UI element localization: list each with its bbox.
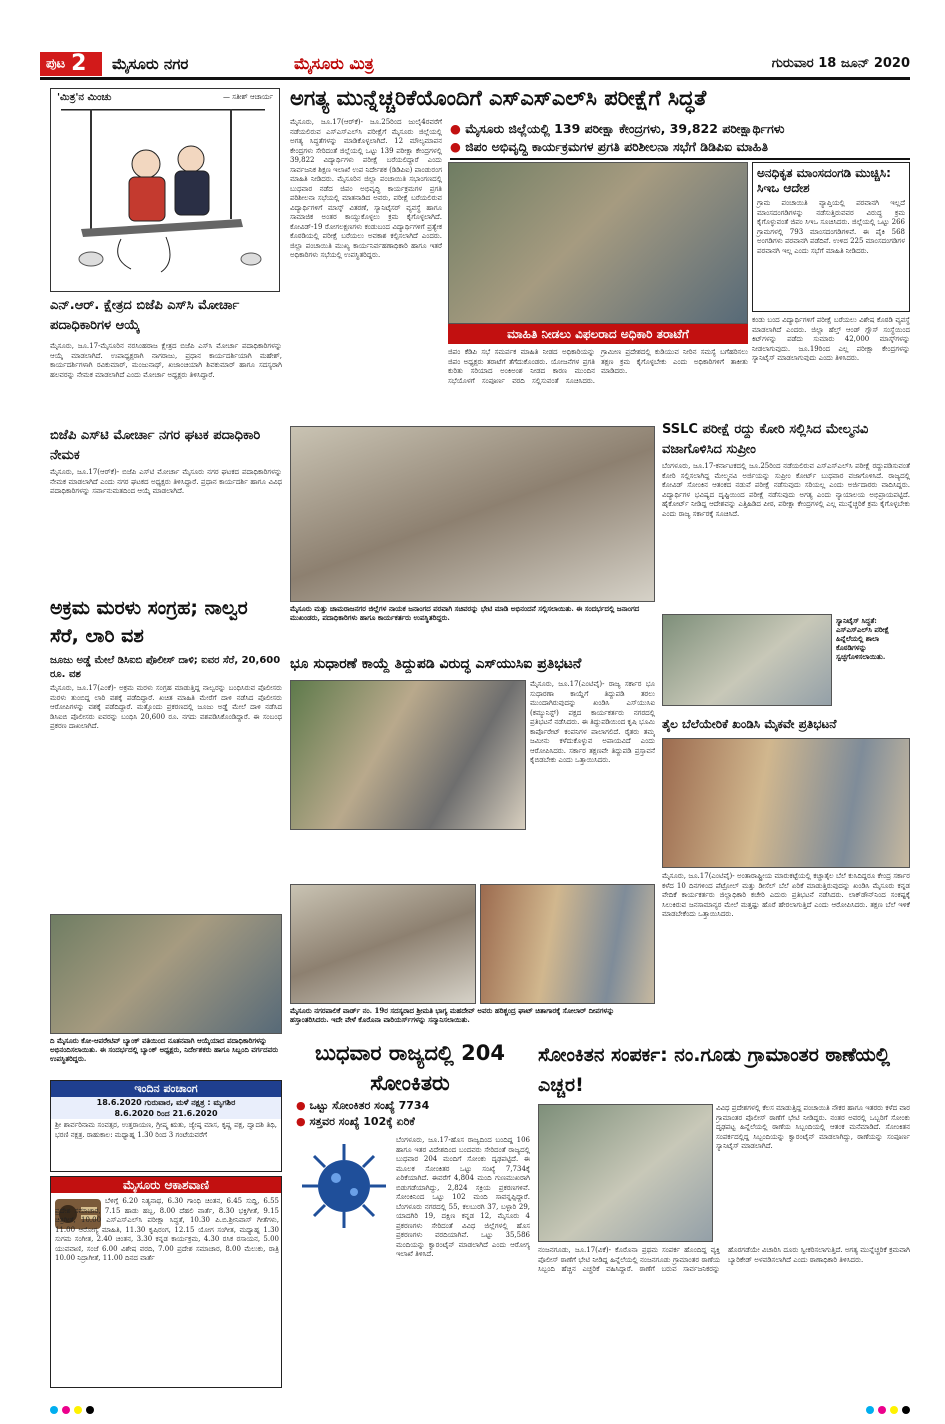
lead-body: ಮೈಸೂರು, ಜೂ.17(ಆರ್‌ಕೆ)- ಜೂ.25ರಿಂದ ಜುಲೈ4ರವರೆಗೆ ನಡೆಯಲಿರುವ ಎಸ್‌ಎಸ್‌ಎಲ್‌ಸಿ ಪರೀಕ್ಷೆಗೆ ಮೈಸೂರು ಜಿಲ್ಲೆಯಲ್ಲಿ ಅಗತ್ಯ ಸಿದ್ಧತೆಗಳನ್ನು ಮಾಡಿಕೊಳ್ಳಲಾಗಿದೆ. 12 ಮೌಲ್ಯಮಾಪನ ಕೇಂದ್ರಗಳು ಸೇರಿದಂತೆ ಜಿಲ್ಲೆಯಲ್ಲಿ ಒಟ್ಟು 139 ಪರೀಕ್ಷಾ ಕೇಂದ್ರಗಳಲ್ಲಿ 39,822 ವಿದ್ಯಾರ್ಥಿಗಳು ಪರೀಕ್ಷೆ ಬರೆಯಲಿದ್ದಾರೆ ಎಂದು ಸಾರ್ವಜನಿಕ ಶಿಕ್ಷಣ ಇಲಾಖೆ ಉಪ ನಿರ್ದೇಶಕ (ಡಿಡಿಪಿಐ) ಪಾಂಡುರಂಗ ಮಾಹಿತಿ ನೀಡಿದರು. ಮೈಸೂರಿನ ಜಿಲ್ಲಾ ಪಂಚಾಯಿತಿ ಸಭಾಂಗಣದಲ್ಲಿ ಬುಧವಾರ ನಡೆದ ಜಿಪಂ ಅಭಿವೃದ್ಧಿ ಕಾರ್ಯಕ್ರಮಗಳ ಪ್ರಗತಿ ಪರಿಶೀಲನಾ ಸಭೆಯಲ್ಲಿ ಮಾತನಾಡಿದ ಅವರು, ಪರೀಕ್ಷೆ ಬರೆಯಲಿರುವ ವಿದ್ಯಾರ್ಥಿಗಳಿಗೆ ಮಾಸ್ಕ್ ವಿತರಣೆ, ಸ್ಯಾನಿಟೈಸರ್ ವ್ಯವಸ್ಥೆ ಹಾಗೂ ಸಾಮಾಜಿಕ ಅಂತರ ಕಾಯ್ದುಕೊಳ್ಳಲು ಕ್ರಮ ಕೈಗೊಳ್ಳಲಾಗಿದೆ. ಕೋವಿಡ್-19 ರೋಗಲಕ್ಷಣಗಳು ಕಂಡುಬಂದ ವಿದ್ಯಾರ್ಥಿಗಳಿಗೆ ಪ್ರತ್ಯೇಕ ಕೊಠಡಿಯಲ್ಲಿ ಪರೀಕ್ಷೆ ಬರೆಯಲು ಅವಕಾಶ ಕಲ್ಪಿಸಲಾಗಿದೆ ಎಂದರು. ಜಿಲ್ಲಾ ಪಂಚಾಯಿತಿ ಮುಖ್ಯ ಕಾರ್ಯನಿರ್ವಹಣಾಧಿಕಾರಿ ಹಾಗೂ ಇತರೆ ಅಧಿಕಾರಿಗಳು ಸಭೆಯಲ್ಲಿ ಉಪಸ್ಥಿತರಿದ್ದರು. [290,118,442,259]
panchanga-line-2: 8.6.2020 ರಿಂದ 21.6.2020 [51,1108,281,1119]
virus-icon [296,1138,392,1234]
side-box-headline: ಅನಧಿಕೃತ ಮಾಂಸದಂಗಡಿ ಮುಚ್ಚಿಸಿ: ಸಿಇಒ ಆದೇಶ [757,166,891,195]
oil-headline: ತೈಲ ಬೆಲೆಯೇರಿಕೆ ಖಂಡಿಸಿ ಮೈಕವೇ ಪ್ರತಿಭಟನೆ [662,717,837,731]
panchanga-title: ಇಂದಿನ ಪಂಚಾಂಗ [51,1081,281,1097]
contact-headline: ಸೋಂಕಿತನ ಸಂಪರ್ಕ: ನಂ.ಗೂಡು ಗ್ರಾಮಾಂತರ ಠಾಣೆಯಲ್ಲಿ ಎಚ್ಚರ! [538,1044,891,1096]
land-body: ಮೈಸೂರು, ಜೂ.17(ಎಂಟಿವೈ)- ರಾಜ್ಯ ಸರ್ಕಾರ ಭೂ ಸುಧಾರಣಾ ಕಾಯ್ದೆಗೆ ತಿದ್ದುಪಡಿ ತರಲು ಮುಂದಾಗಿರುವುದನ್ನು ಖಂಡಿಸಿ ಎಸ್‌ಯುಸಿಐ (ಕಮ್ಯುನಿಸ್ಟ್) ಪಕ್ಷದ ಕಾರ್ಯಕರ್ತರು ನಗರದಲ್ಲಿ ಪ್ರತಿಭಟನೆ ನಡೆಸಿದರು. ಈ ತಿದ್ದುಪಡಿಯಿಂದ ಕೃಷಿ ಭೂಮಿ ಕಾರ್ಪೊರೇಟ್ ಕಂಪನಿಗಳ ಪಾಲಾಗಲಿದೆ. ರೈತರು ತಮ್ಮ ಜಮೀನು ಕಳೆದುಕೊಳ್ಳುವ ಅಪಾಯವಿದೆ ಎಂದು ಆರೋಪಿಸಿದರು. ಸರ್ಕಾರ ತಕ್ಷಣವೇ ತಿದ್ದುಪಡಿ ಪ್ರಸ್ತಾವನೆ ಕೈಬಿಡಬೇಕು ಎಂದು ಒತ್ತಾಯಿಸಿದರು. [530,680,655,764]
solar-photo-2 [480,884,655,1004]
page-number: 2 [71,51,87,76]
cartoon-box [50,88,280,292]
page-label: ಪುಟ [46,56,66,72]
cartoon-drawing [51,109,279,289]
cartoon-title: 'ಮಿತ್ರ'ನ ಮಿಂಚು [57,92,112,103]
sand-subhead: ಜೂಜು ಅಡ್ಡೆ ಮೇಲೆ ಡಿಸಿಐಬಿ ಪೊಲೀಸ್ ದಾಳಿ; ಐವರ ಸೆರೆ, 20,600 ರೂ. ವಶ [50,655,281,680]
state-bullet-1-text: ಒಟ್ಟು ಸೋಂಕಿತರ ಸಂಖ್ಯೆ 7734 [309,1099,430,1112]
state-bullet-2: ● ಸತ್ತವರ ಸಂಖ್ಯೆ 102ಕ್ಕೆ ಏರಿಕೆ [296,1115,415,1128]
state-bullet-2-text: ಸತ್ತವರ ಸಂಖ್ಯೆ 102ಕ್ಕೆ ಏರಿಕೆ [309,1115,415,1128]
sand-body: ಮೈಸೂರು, ಜೂ.17(ಎಂಕೆ)- ಅಕ್ರಮ ಮರಳು ಸಂಗ್ರಹ ಮಾಡುತ್ತಿದ್ದ ನಾಲ್ವರನ್ನು ಬಂಧಿಸಿರುವ ಪೊಲೀಸರು ಮರಳು ತುಂಬಿದ್ದ ಲಾರಿ ವಶಕ್ಕೆ ಪಡೆದಿದ್ದಾರೆ. ಖಚಿತ ಮಾಹಿತಿ ಮೇರೆಗೆ ದಾಳಿ ನಡೆಸಿದ ಪೊಲೀಸರು ಆರೋಪಿಗಳನ್ನು ವಶಕ್ಕೆ ಪಡೆದಿದ್ದಾರೆ. ಮತ್ತೊಂದು ಪ್ರಕರಣದಲ್ಲಿ ಜೂಜು ಅಡ್ಡೆ ಮೇಲೆ ದಾಳಿ ನಡೆಸಿದ ಡಿಸಿಐಬಿ ಪೊಲೀಸರು ಐವರನ್ನು ಬಂಧಿಸಿ 20,600 ರೂ. ನಗದು ವಶಪಡಿಸಿಕೊಂಡಿದ್ದಾರೆ. ಈ ಸಂಬಂಧ ಪ್ರಕರಣ ದಾಖಲಾಗಿದೆ. [50,684,282,730]
registration-dot-magenta [62,1406,70,1414]
radio-box [50,1176,282,1388]
lead-bullet-2: ● ಜಿಪಂ ಅಭಿವೃದ್ಧಿ ಕಾರ್ಯಕ್ರಮಗಳ ಪ್ರಗತಿ ಪರಿಶೀಲನಾ ಸಭೆಗೆ ಡಿಡಿಪಿಐ ಮಾಹಿತಿ [450,139,768,154]
oil-body: ಮೈಸೂರು, ಜೂ.17(ಎಂಟಿವೈ)- ಅಂತಾರಾಷ್ಟ್ರೀಯ ಮಾರುಕಟ್ಟೆಯಲ್ಲಿ ಕಚ್ಚಾತೈಲ ಬೆಲೆ ಕುಸಿದಿದ್ದರೂ ಕೇಂದ್ರ ಸರ್ಕಾರ ಕಳೆದ 10 ದಿನಗಳಿಂದ ಪೆಟ್ರೋಲ್ ಮತ್ತು ಡೀಸೆಲ್ ಬೆಲೆ ಏರಿಕೆ ಮಾಡುತ್ತಿರುವುದನ್ನು ಖಂಡಿಸಿ ಮೈಸೂರು ಕನ್ನಡ ವೇದಿಕೆ ಕಾರ್ಯಕರ್ತರು ಜಿಲ್ಲಾಧಿಕಾರಿ ಕಚೇರಿ ಎದುರು ಪ್ರತಿಭಟನೆ ನಡೆಸಿದರು. ಲಾಕ್‌ಡೌನ್‌ನಿಂದ ಸಂಕಷ್ಟಕ್ಕೆ ಸಿಲುಕಿರುವ ಜನಸಾಮಾನ್ಯರ ಮೇಲೆ ಮತ್ತಷ್ಟು ಹೊರೆ ಹೇರಲಾಗುತ್ತಿದೆ ಎಂದು ಆರೋಪಿಸಿದರು. ತಕ್ಷಣ ಬೆಲೆ ಇಳಿಕೆ ಮಾಡಬೇಕೆಂದು ಒತ್ತಾಯಿಸಿದರು. [662,872,910,918]
meeting-photo-band: ಮಾಹಿತಿ ನೀಡಲು ವಿಫಲರಾದ ಅಧಿಕಾರಿ ತರಾಟೆಗೆ [448,324,748,344]
state-count-body: ಬೆಂಗಳೂರು, ಜೂ.17-ಹೊಸ ರಾಜ್ಯದಿಂದ ಬಂದಿದ್ದ 106 ಹಾಗೂ ಇತರ ವಿದೇಶದಿಂದ ಬಂದವರು ಸೇರಿದಂತೆ ರಾಜ್ಯದಲ್ಲಿ ಬುಧವಾರ 204 ಮಂದಿಗೆ ಸೋಂಕು ದೃಢಪಟ್ಟಿದೆ. ಈ ಮೂಲಕ ಸೋಂಕಿತರ ಒಟ್ಟು ಸಂಖ್ಯೆ 7,734ಕ್ಕೆ ಏರಿಕೆಯಾಗಿದೆ. ಈವರೆಗೆ 4,804 ಮಂದಿ ಗುಣಮುಖರಾಗಿ ಬಿಡುಗಡೆಯಾಗಿದ್ದು, 2,824 ಸಕ್ರಿಯ ಪ್ರಕರಣಗಳಿವೆ. ಸೋಂಕಿನಿಂದ ಒಟ್ಟು 102 ಮಂದಿ ಸಾವನ್ನಪ್ಪಿದ್ದಾರೆ. ಬೆಂಗಳೂರು ನಗರದಲ್ಲಿ 55, ಕಲಬುರಗಿ 37, ಬಳ್ಳಾರಿ 29, ಯಾದಗಿರಿ 19, ದಕ್ಷಿಣ ಕನ್ನಡ 12, ಮೈಸೂರು 4 ಪ್ರಕರಣಗಳು ಸೇರಿದಂತೆ ವಿವಿಧ ಜಿಲ್ಲೆಗಳಲ್ಲಿ ಹೊಸ ಪ್ರಕರಣಗಳು ವರದಿಯಾಗಿವೆ. ಒಟ್ಟು 35,586 ಮಂದಿಯನ್ನು ಕ್ವಾರಂಟೈನ್ ಮಾಡಲಾಗಿದೆ ಎಂದು ಆರೋಗ್ಯ ಇಲಾಖೆ ತಿಳಿಸಿದೆ. [396,1136,530,1258]
st-headline: ಬಿಜೆಪಿ ಎಸ್‌ಟಿ ಮೋರ್ಚಾ ನಗರ ಘಟಕ ಪದಾಧಿಕಾರಿ ನೇಮಕ [50,428,261,463]
side-box-body: ಗ್ರಾಮ ಪಂಚಾಯಿತಿ ವ್ಯಾಪ್ತಿಯಲ್ಲಿ ಪರವಾನಗಿ ಇಲ್ಲದೆ ಮಾಂಸದಂಗಡಿಗಳನ್ನು ನಡೆಸುತ್ತಿರುವವರ ವಿರುದ್ಧ ಕ್ರಮ ಕೈಗೊಳ್ಳುವಂತೆ ಜಿಪಂ ಸಿಇಒ ಸೂಚಿಸಿದರು. ಜಿಲ್ಲೆಯಲ್ಲಿ ಒಟ್ಟು 266 ಗ್ರಾಮಗಳಲ್ಲಿ 793 ಮಾಂಸದಂಗಡಿಗಳಿವೆ. ಈ ಪೈಕಿ 568 ಅಂಗಡಿಗಳು ಪರವಾನಗಿ ಪಡೆದಿವೆ. ಉಳಿದ 225 ಮಾಂಸದಂಗಡಿಗಳ ಪರವಾನಗಿ ಇಲ್ಲ ಎಂದು ಸಭೆಗೆ ಮಾಹಿತಿ ನೀಡಿದರು. [757,199,906,255]
lead-bullet-1-text: ಮೈಸೂರು ಜಿಲ್ಲೆಯಲ್ಲಿ 139 ಪರೀಕ್ಷಾ ಕೇಂದ್ರಗಳು, 39,822 ಪರೀಕ್ಷಾರ್ಥಿಗಳು [465,121,785,136]
page-number-box [40,52,102,76]
lead-body-continued: ಜಿಪಂ ಕೆಡಿಪಿ ಸಭೆ ಸಮರ್ಪಕ ಮಾಹಿತಿ ನೀಡದ ಅಧಿಕಾರಿಯನ್ನು ಜಿಪಂ ಅಧ್ಯಕ್ಷರು ತರಾಟೆಗೆ ತೆಗೆದುಕೊಂಡರು. ಯೋಜನೆಗಳ ಪ್ರಗತಿ ಕುರಿತು ಸರಿಯಾದ ಅಂಕಿಅಂಶ ನೀಡದ ಕಾರಣ ಮುಂದಿನ ಸಭೆಯೊಳಗೆ ಸಂಪೂರ್ಣ ವರದಿ ಸಲ್ಲಿಸುವಂತೆ ಸೂಚಿಸಿದರು. ಗ್ರಾಮೀಣ ಪ್ರದೇಶದಲ್ಲಿ ಕುಡಿಯುವ ನೀರಿನ ಸಮಸ್ಯೆ ಬಗೆಹರಿಸಲು ತಕ್ಷಣ ಕ್ರಮ ಕೈಗೊಳ್ಳಬೇಕು ಎಂದು ಅಧಿಕಾರಿಗಳಿಗೆ ತಾಕೀತು ಮಾಡಿದರು. [448,348,748,385]
bank-caption: ದಿ ಮೈಸೂರು ಕೋ-ಆಪರೇಟಿವ್ ಬ್ಯಾಂಕ್ ವತಿಯಿಂದ ನೂತನವಾಗಿ ಆಯ್ಕೆಯಾದ ಪದಾಧಿಕಾರಿಗಳನ್ನು ಅಭಿನಂದಿಸಲಾಯಿತು. ಈ ಸಂದರ್ಭದಲ್ಲಿ ಬ್ಯಾಂಕ್ ಅಧ್ಯಕ್ಷರು, ನಿರ್ದೇಶಕರು ಹಾಗೂ ಸಿಬ್ಬಂದಿ ವರ್ಗದವರು ಉಪಸ್ಥಿತರಿದ್ದರು. [50,1036,279,1063]
land-headline: ಭೂ ಸುಧಾರಣೆ ಕಾಯ್ದೆ ತಿದ್ದುಪಡಿ ವಿರುದ್ಧ ಎಸ್‌ಯುಸಿಐ ಪ್ರತಿಭಟನೆ [290,656,582,672]
lead-bullet-rule [450,158,910,160]
lead-bullet-1: ● ಮೈಸೂರು ಜಿಲ್ಲೆಯಲ್ಲಿ 139 ಪರೀಕ್ಷಾ ಕೇಂದ್ರಗಳು, 39,822 ಪರೀಕ್ಷಾರ್ಥಿಗಳು [450,121,785,136]
solar-caption: ಮೈಸೂರು ನಗರಪಾಲಿಕೆ ವಾರ್ಡ್ ನಂ. 19ರ ಸದಸ್ಯರಾದ ಶ್ರೀಮತಿ ಭಾಗ್ಯ ಮಹದೇವ್ ಅವರು ಹರಿಶ್ಚಂದ್ರ ಘಾಟ್ ಚಿತಾಗಾರಕ್ಕೆ ಸೋಲಾರ್ ದೀಪಗಳನ್ನು ಹಸ್ತಾಂತರಿಸಿದರು. ಇದೇ ವೇಳೆ ಕೊರೊನಾ ವಾರಿಯರ್ಸ್‌ಗಳನ್ನು ಸನ್ಮಾನಿಸಲಾಯಿತು. [290,1006,615,1024]
page-header [40,50,910,80]
side-box [752,162,910,312]
panchanga-line-1: 18.6.2020 ಗುರುವಾರ, ಮಳೆ ನಕ್ಷತ್ರ : ಮೃಗಶಿರ [51,1097,281,1108]
nr-body: ಮೈಸೂರು, ಜೂ.17-ಮೈಸೂರಿನ ನರಸಿಂಹರಾಜ ಕ್ಷೇತ್ರದ ಬಿಜೆಪಿ ಎಸ್‌ಸಿ ಮೋರ್ಚಾ ಪದಾಧಿಕಾರಿಗಳನ್ನು ಆಯ್ಕೆ ಮಾಡಲಾಗಿದೆ. ಉಪಾಧ್ಯಕ್ಷರಾಗಿ ನಾಗರಾಜು, ಪ್ರಧಾನ ಕಾರ್ಯದರ್ಶಿಯಾಗಿ ಮಹೇಶ್, ಕಾರ್ಯದರ್ಶಿಗಳಾಗಿ ರವಿಕುಮಾರ್, ಮಂಜುನಾಥ್, ಖಜಾಂಚಿಯಾಗಿ ಶಿವಕುಮಾರ್ ಹಾಗೂ ಸದಸ್ಯರಾಗಿ ಹಲವರನ್ನು ನೇಮಕ ಮಾಡಲಾಗಿದೆ ಎಂದು ಮೋರ್ಚಾ ಅಧ್ಯಕ್ಷರು ತಿಳಿಸಿದ್ದಾರೆ. [50,342,282,379]
cartoon-artist: — ಸತೀಶ್ ಆಚಾರ್ಯ [223,93,273,101]
felicitation-photo [290,426,655,602]
registration-dot-black [86,1406,94,1414]
registration-dot-black-right [902,1406,910,1414]
contact-body-continued: ನಂಜನಗೂಡು, ಜೂ.17(ವಿಕೆ)- ಕೊರೊನಾ ಪ್ರಥಮ ಸಂಪರ್ಕ ಹೊಂದಿದ್ದ ವ್ಯಕ್ತಿ ಪೊಲೀಸ್ ಠಾಣೆಗೆ ಭೇಟಿ ನೀಡಿದ್ದ ಹಿನ್ನೆಲೆಯಲ್ಲಿ ನಂಜನಗೂಡು ಗ್ರಾಮಾಂತರ ಠಾಣೆಯ ಸಿಬ್ಬಂದಿ ಹೆಚ್ಚಿನ ಎಚ್ಚರಿಕೆ ವಹಿಸಿದ್ದಾರೆ. ಠಾಣೆಗೆ ಬರುವ ಸಾರ್ವಜನಿಕರನ್ನು ಹೊರಗಡೆಯೇ ವಿಚಾರಿಸಿ ದೂರು ಸ್ವೀಕರಿಸಲಾಗುತ್ತಿದೆ. ಅಗತ್ಯ ಮುನ್ನೆಚ್ಚರಿಕೆ ಕ್ರಮವಾಗಿ ಬ್ಯಾರಿಕೇಡ್ ಅಳವಡಿಸಲಾಗಿದೆ ಎಂದು ಠಾಣಾಧಿಕಾರಿ ತಿಳಿಸಿದರು. [538,1246,910,1273]
lead-bullet-2-text: ಜಿಪಂ ಅಭಿವೃದ್ಧಿ ಕಾರ್ಯಕ್ರಮಗಳ ಪ್ರಗತಿ ಪರಿಶೀಲನಾ ಸಭೆಗೆ ಡಿಡಿಪಿಐ ಮಾಹಿತಿ [465,139,768,154]
registration-dot-yellow [74,1406,82,1414]
police-station-photo [538,1104,713,1242]
bank-photo [50,914,282,1034]
sand-headline: ಅಕ್ರಮ ಮರಳು ಸಂಗ್ರಹ; ನಾಲ್ವರ ಸೆರೆ, ಲಾರಿ ವಶ [50,597,248,647]
contact-body: ವಿವಿಧ ಪ್ರದೇಶಗಳಲ್ಲಿ ಕೆಲಸ ಮಾಡುತ್ತಿದ್ದ ಪಂಚಾಯಿತಿ ನೌಕರ ಹಾಗೂ ಇತರರು ಕಳೆದ ವಾರ ಗ್ರಾಮಾಂತರ ಪೊಲೀಸ್ ಠಾಣೆಗೆ ಭೇಟಿ ನೀಡಿದ್ದರು. ನಂತರ ಅವರಲ್ಲಿ ಒಬ್ಬರಿಗೆ ಸೋಂಕು ದೃಢಪಟ್ಟ ಹಿನ್ನೆಲೆಯಲ್ಲಿ ಠಾಣೆಯ ಸಿಬ್ಬಂದಿಯಲ್ಲಿ ಆತಂಕ ಮನೆಮಾಡಿದೆ. ಸೋಂಕಿತನ ಸಂಪರ್ಕದಲ್ಲಿದ್ದ ಸಿಬ್ಬಂದಿಯನ್ನು ಕ್ವಾರಂಟೈನ್ ಮಾಡಲಾಗಿದ್ದು, ಠಾಣೆಯನ್ನು ಸಂಪೂರ್ಣ ಸ್ಯಾನಿಟೈಸ್ ಮಾಡಲಾಗಿದೆ. [716,1104,910,1150]
felicitation-caption: ಮೈಸೂರು ಮತ್ತು ಚಾಮರಾಜನಗರ ಜಿಲ್ಲೆಗಳ ನಾಯಕ ಜನಾಂಗದ ಪರವಾಗಿ ಸಚಿವರನ್ನು ಭೇಟಿ ಮಾಡಿ ಅಭಿನಂದನೆ ಸಲ್ಲಿಸಲಾಯಿತು. ಈ ಸಂದರ್ಭದಲ್ಲಿ ಜನಾಂಗದ ಮುಖಂಡರು, ಪದಾಧಿಕಾರಿಗಳು ಹಾಗೂ ಕಾರ್ಯಕರ್ತರು ಉಪಸ್ಥಿತರಿದ್ದರು. [290,604,640,622]
st-body: ಮೈಸೂರು, ಜೂ.17(ಆರ್‌ಕೆ)- ಬಿಜೆಪಿ ಎಸ್‌ಟಿ ಮೋರ್ಚಾ ಮೈಸೂರು ನಗರ ಘಟಕದ ಪದಾಧಿಕಾರಿಗಳನ್ನು ನೇಮಕ ಮಾಡಲಾಗಿದೆ ಎಂದು ನಗರ ಘಟಕದ ಅಧ್ಯಕ್ಷರು ತಿಳಿಸಿದ್ದಾರೆ. ಪ್ರಧಾನ ಕಾರ್ಯದರ್ಶಿ ಹಾಗೂ ವಿವಿಧ ಪದಾಧಿಕಾರಿಗಳನ್ನು ಸರ್ವಾನುಮತದಿಂದ ಆಯ್ಕೆ ಮಾಡಲಾಗಿದೆ. [50,468,282,495]
lead-headline: ಅಗತ್ಯ ಮುನ್ನೆಚ್ಚರಿಕೆಯೊಂದಿಗೆ ಎಸ್‌ಎಸ್‌ಎಲ್‌ಸಿ ಪರೀಕ್ಷೆಗೆ ಸಿದ್ಧತೆ [290,86,707,110]
state-bullet-1: ● ಒಟ್ಟು ಸೋಂಕಿತರ ಸಂಖ್ಯೆ 7734 [296,1099,430,1112]
sslc-body: ಬೆಂಗಳೂರು, ಜೂ.17-ಕರ್ನಾಟಕದಲ್ಲಿ ಜೂ.25ರಿಂದ ನಡೆಯಲಿರುವ ಎಸ್‌ಎಸ್‌ಎಲ್‌ಸಿ ಪರೀಕ್ಷೆ ರದ್ದುಪಡಿಸುವಂತೆ ಕೋರಿ ಸಲ್ಲಿಸಲಾಗಿದ್ದ ಮೇಲ್ಮನವಿ ಅರ್ಜಿಯನ್ನು ಸುಪ್ರೀಂ ಕೋರ್ಟ್ ಬುಧವಾರ ವಜಾಗೊಳಿಸಿದೆ. ರಾಜ್ಯದಲ್ಲಿ ಕೋವಿಡ್ ಸೋಂಕಿನ ಆತಂಕದ ನಡುವೆ ಪರೀಕ್ಷೆ ನಡೆಸುವುದು ಸರಿಯಲ್ಲ ಎಂದು ಅರ್ಜಿದಾರರು ವಾದಿಸಿದ್ದರು. ವಿದ್ಯಾರ್ಥಿಗಳ ಭವಿಷ್ಯದ ದೃಷ್ಟಿಯಿಂದ ಪರೀಕ್ಷೆ ನಡೆಸುವುದು ಅಗತ್ಯ ಎಂದು ನ್ಯಾಯಾಲಯ ಅಭಿಪ್ರಾಯಪಟ್ಟಿದೆ. ಹೈಕೋರ್ಟ್ ನೀಡಿದ್ದ ಆದೇಶವನ್ನು ಎತ್ತಿಹಿಡಿದ ಪೀಠ, ಪರೀಕ್ಷಾ ಕೇಂದ್ರಗಳಲ್ಲಿ ಎಲ್ಲ ಮುನ್ನೆಚ್ಚರಿಕೆ ಕ್ರಮ ಕೈಗೊಳ್ಳಬೇಕು ಎಂದು ರಾಜ್ಯ ಸರ್ಕಾರಕ್ಕೆ ಸೂಚಿಸಿದೆ. [662,462,910,518]
panchanga-body: ಶ್ರೀ ಶಾರ್ವರಿನಾಮ ಸಂವತ್ಸರ, ಉತ್ತರಾಯಣ, ಗ್ರೀಷ್ಮ ಋತು, ಜ್ಯೇಷ್ಠ ಮಾಸ, ಕೃಷ್ಣ ಪಕ್ಷ, ದ್ವಾದಶಿ ತಿಥಿ, ಭರಣಿ ನಕ್ಷತ್ರ. ರಾಹುಕಾಲ: ಮಧ್ಯಾಹ್ನ 1.30 ರಿಂದ 3 ಗಂಟೆಯವರೆಗೆ [55,1121,277,1139]
land-protest-photo [290,680,526,830]
sslc-headline: SSLC ಪರೀಕ್ಷೆ ರದ್ದು ಕೋರಿ ಸಲ್ಲಿಸಿದ ಮೇಲ್ಮನವಿ ವಜಾಗೊಳಿಸಿದ ಸುಪ್ರೀಂ [662,422,869,457]
state-count-headline: ಬುಧವಾರ ರಾಜ್ಯದಲ್ಲಿ 204 ಸೋಂಕಿತರು [315,1041,505,1095]
panchanga-box [50,1080,282,1172]
section-title: ಮೈಸೂರು ನಗರ [112,55,189,73]
registration-dot-cyan [50,1406,58,1414]
sslc-photo-caption: ಸ್ಯಾನಿಟೈಸ್ ಸಿದ್ಧತೆ: ಎಸ್‌ಎಸ್‌ಎಲ್‌ಸಿ ಪರೀಕ್ಷೆ ಹಿನ್ನೆಲೆಯಲ್ಲಿ ಶಾಲಾ ಕೊಠಡಿಗಳನ್ನು ಸ್ವಚ್ಛಗೊಳಿಸಲಾಯಿತು. [836,616,890,661]
oil-protest-photo [662,738,910,868]
registration-dot-cyan-right [866,1406,874,1414]
masthead: ಮೈಸೂರು ಮಿತ್ರ [294,54,374,73]
radio-title: ಮೈಸೂರು ಆಕಾಶವಾಣಿ [51,1177,281,1193]
registration-dot-magenta-right [878,1406,886,1414]
side-box-body-continued: ಕಂಡು ಬಂದ ವಿದ್ಯಾರ್ಥಿಗಳಿಗೆ ಪರೀಕ್ಷೆ ಬರೆಯಲು ವಿಶೇಷ ಕೊಠಡಿ ವ್ಯವಸ್ಥೆ ಮಾಡಲಾಗಿದೆ ಎಂದರು. ಜಿಲ್ಲಾ ಹೆಲ್ತ್ ಆಂಡ್ ಗ್ಲೌಸ್ ಸಂಸ್ಥೆಯಿಂದ ಕಿಟ್‌ಗಳನ್ನು ಪಡೆದು ಸುಮಾರು 42,000 ಮಾಸ್ಕ್‌ಗಳನ್ನು ನೀಡಲಾಗುವುದು. ಜೂ.19ರಿಂದ ಎಲ್ಲ ಪರೀಕ್ಷಾ ಕೇಂದ್ರಗಳನ್ನು ಸ್ಯಾನಿಟೈಸ್ ಮಾಡಲಾಗುವುದು ಎಂದು ತಿಳಿಸಿದರು. [752,316,910,362]
meeting-photo [448,162,748,324]
radio-body: ಬೆಳಿಗ್ಗೆ 6.20 ನಿತ್ಯನಾಥ, 6.30 ಗಾಂಧಿ ಚಿಂತನ, 6.45 ಸುದ್ದಿ, 6.55 ಪ್ರದೇಶ ಸಮಾಚಾರ, 7.15 ಹಾಡು ಹಬ್ಬ, 8.00 ದೆಹಲಿ ವಾರ್ತೆ, 8.30 ಭಕ್ತಿಗೀತೆ, 9.15 ಚಿತ್ರಗೀತೆ, 10.00 ಎಸ್‌ಎಸ್‌ಎಲ್‌ಸಿ ಪರೀಕ್ಷಾ ಸಿದ್ಧತೆ, 10.30 ಪಿ.ಬಿ.ಶ್ರೀನಿವಾಸ್ ಗೀತೆಗಳು, 11.00 ಆರೋಗ್ಯ ಮಾಹಿತಿ, 11.30 ಕೃಷಿರಂಗ, 12.15 ಯೋಗ ಸಂಗೀತ, ಮಧ್ಯಾಹ್ನ 1.30 ಸುಗಮ ಸಂಗೀತ, 2.40 ಚಿಂತನ, 3.30 ಕನ್ನಡ ಕಾರ್ಯಕ್ರಮ, 4.30 ರಸಿಕ ರಸಾಯನ, 5.00 ಯುವವಾಣಿ, ಸಂಜೆ 6.00 ವಿಶೇಷ ವರದಿ, 7.00 ಪ್ರದೇಶ ಸಮಾಚಾರ, 8.00 ಮೆಲುಕು, ರಾತ್ರಿ 10.00 ನಿದ್ರಾಗೀತೆ, 11.00 ದಿನದ ವಾರ್ತೆ [55,1197,279,1262]
solar-photo-1 [290,884,476,1004]
registration-dot-yellow-right [890,1406,898,1414]
issue-date: ಗುರುವಾರ 18 ಜೂನ್ 2020 [771,56,910,71]
sslc-photo [662,614,832,706]
nr-headline: ಎನ್.ಆರ್. ಕ್ಷೇತ್ರದ ಬಿಜೆಪಿ ಎಸ್‌ಸಿ ಮೋರ್ಚಾ ಪದಾಧಿಕಾರಿಗಳ ಆಯ್ಕೆ [50,298,240,333]
